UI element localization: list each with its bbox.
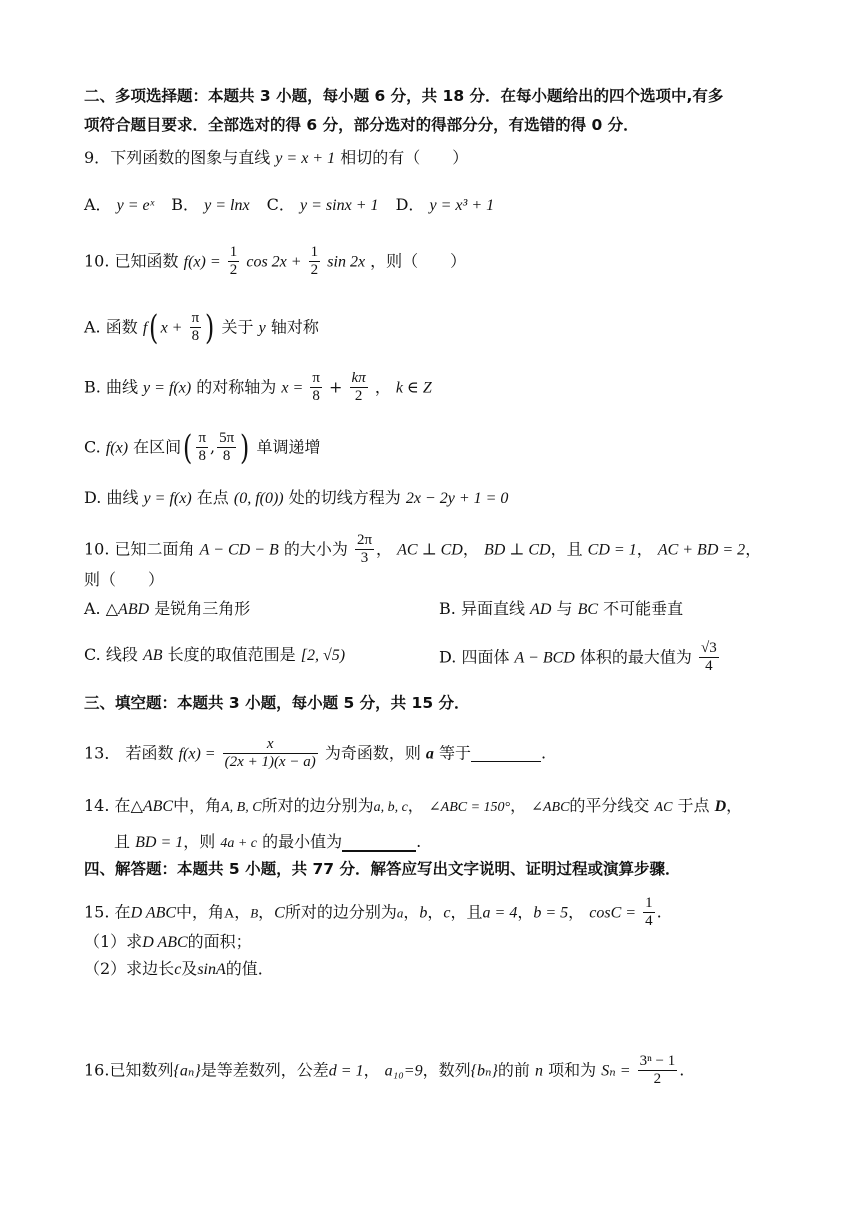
q10a-a-lparen: ( — [149, 307, 159, 348]
q15-b5: b = 5 — [533, 904, 569, 922]
q10a-d-text2: 在点 — [196, 488, 229, 507]
q9-line-eq: y = x + 1 — [275, 150, 336, 167]
q10a-sin: sin 2x — [327, 253, 366, 271]
q15-stem-d: ，且 — [450, 902, 483, 922]
q10a-cos: cos 2x + — [246, 253, 302, 271]
q16-stem-b: 是等差数列，公差 — [200, 1060, 329, 1080]
q10b-p4: AC + BD = 2 — [657, 541, 746, 559]
q15-part1 — [84, 934, 252, 951]
section3-heading: 三、填空题：本题共 3 小题，每小题 5 分，共 15 分． — [84, 694, 470, 712]
q15-tri: D ABC — [130, 904, 177, 922]
q10a-c-label: C. — [84, 437, 101, 457]
q10a-c-lparen: ( — [183, 427, 193, 468]
q10b-b-label: B. — [439, 599, 456, 618]
q10a-option-b — [84, 370, 432, 406]
q10b-value-frac: $\frac{2\pi}{3}$ — [356, 532, 373, 567]
q9-options — [84, 197, 494, 214]
q15-stem-c: 所对的边分别为 — [284, 902, 397, 922]
q10a-c-rparen: ) — [240, 427, 250, 468]
q10b-angle: A − CD − B — [199, 541, 279, 559]
q13-answer-blank[interactable] — [471, 745, 541, 762]
q15-cm3: ， — [403, 902, 420, 922]
q10a-stem-a: 已知函数 — [114, 251, 179, 271]
q10a-d-text3: 处的切线方程为 — [288, 488, 401, 507]
q13-number: 13． — [84, 743, 121, 763]
q16-end: . — [679, 1060, 685, 1080]
q15-A: A — [224, 906, 235, 922]
q16-bn: {bₙ} — [470, 1062, 498, 1080]
q16-n: n — [535, 1062, 543, 1080]
q9-opt-b: y = lnx — [204, 197, 250, 214]
q9-opt-d: y = x³ + 1 — [429, 197, 495, 214]
q14-line2-b: ，则 — [183, 832, 216, 851]
q10a-a-frac: $\frac{\pi}{8}$ — [191, 310, 200, 345]
q10a-stem-b: ，则（ ） — [370, 251, 467, 271]
q16-cm2: ，数列 — [422, 1060, 471, 1080]
q16-sn: Sₙ = — [601, 1062, 631, 1080]
q15-b: b — [419, 904, 428, 922]
section2-heading-line1: 二、多项选择题：本题共 3 小题，每小题 6 分，共 18 分．在每小题给出的四个选项中,有多 — [84, 87, 724, 105]
q14-end: . — [416, 832, 422, 851]
q10b-p1: AC ⊥ CD — [397, 541, 463, 559]
q16-number: 16. — [84, 1060, 110, 1080]
q15-cos: cosC = — [589, 904, 637, 922]
question-10b — [84, 532, 761, 568]
q15-p2-b: 及 — [181, 959, 198, 978]
question-9 — [84, 150, 468, 167]
q15-cm2: ， — [258, 902, 275, 922]
q13-stem-c: 等于 — [439, 743, 472, 763]
q9-opt-b-label: B． — [171, 195, 200, 214]
q10b-b-ad: AD — [530, 601, 552, 618]
q13-stem-b: 为奇函数，则 — [324, 743, 421, 763]
q10b-a-text: 是锐角三角形 — [154, 599, 251, 618]
q10b-c2: ， — [462, 539, 479, 559]
q10b-b-text3: 不可能垂直 — [603, 599, 684, 618]
q14-number: 14. — [84, 796, 110, 815]
q10a-b-label: B. — [84, 377, 101, 397]
q10a-a-x: x + — [160, 319, 183, 337]
q15-cos-frac: $\frac{1}{4}$ — [645, 895, 653, 930]
q10b-a-tri: △ABD — [105, 601, 150, 618]
q10b-b-bc: BC — [577, 601, 599, 618]
q10b-c4: ， — [636, 539, 653, 559]
q14-c2: ， — [510, 796, 527, 815]
q15-p2-c2: 的值． — [225, 959, 274, 978]
section2-heading-line2: 项符合题目要求．全部选对的得 6 分，部分选对的得部分分，有选错的得 0 分． — [84, 116, 639, 134]
q10b-line2: 则（ ） — [84, 570, 165, 589]
q15-number: 15. — [84, 902, 110, 922]
q10b-c-text1: 线段 — [105, 645, 138, 664]
q14-tri: △ABC — [130, 798, 174, 815]
q15-a4: a = 4 — [482, 904, 518, 922]
q15-p1: （1）求 — [84, 932, 143, 951]
q10a-option-c — [84, 427, 321, 468]
q15-p2: （2）求边长 — [84, 959, 175, 978]
q10a-b-frac1: $\frac{\pi}{8}$ — [312, 370, 320, 405]
q10b-d-frac: $\frac{√3}{4}$ — [701, 640, 717, 675]
q10b-c-label: C. — [84, 645, 101, 664]
q10a-c-fx: f(x) — [105, 439, 129, 457]
q10b-d-text1: 四面体 — [461, 647, 510, 667]
section4-heading: 四、解答题：本题共 5 小题，共 77 分．解答应写出文字说明、证明过程或演算步骤． — [84, 860, 681, 878]
q14-bd: BD = 1 — [135, 834, 184, 851]
q14-stem-c: 所对的边分别为 — [261, 796, 374, 815]
q10b-option-b — [439, 601, 683, 618]
q9-number: 9． — [84, 148, 111, 167]
q10a-a-label: A. — [84, 317, 101, 337]
q10a-a-text2: 关于 — [221, 317, 254, 337]
q10b-d-text2: 体积的最大值为 — [579, 647, 692, 667]
q15-p1-tri: D ABC — [142, 934, 188, 951]
q10a-b-x: x = — [281, 379, 304, 397]
q10b-c5: ， — [745, 539, 762, 559]
q15-part2 — [84, 961, 274, 978]
q15-cm6: ， — [568, 902, 585, 922]
q10a-c-text2: 单调递增 — [256, 437, 321, 457]
q10b-p2: BD ⊥ CD — [483, 541, 551, 559]
q10b-p3: CD = 1 — [587, 541, 637, 559]
q10a-a-text3: 轴对称 — [270, 317, 319, 337]
q16-a10: a₁₀=9 — [384, 1062, 423, 1080]
q10b-option-a — [84, 601, 250, 618]
q14-stem-b: 中，角 — [173, 796, 222, 815]
q13-end: . — [541, 743, 547, 763]
q10b-number: 10. — [84, 539, 110, 559]
q9-opt-a-label: A． — [84, 195, 112, 214]
q15-p1-b: 的面积； — [187, 932, 252, 951]
question-13 — [84, 736, 546, 772]
q10b-c1: ， — [376, 539, 393, 559]
q14-stem-d: 的平分线交 — [569, 796, 650, 815]
q15-end: . — [656, 902, 662, 922]
q10a-a-rparen: ) — [205, 307, 215, 348]
q15-c: c — [443, 904, 451, 922]
q14-line2-c: 的最小值为 — [262, 832, 343, 851]
q10b-c-text2: 长度的取值范围是 — [167, 645, 296, 664]
q10b-b-text1: 异面直线 — [460, 599, 525, 618]
q14-expr: 4a + c — [220, 836, 258, 851]
q10b-d-name: A − BCD — [514, 649, 575, 667]
q15-B: B — [250, 905, 259, 921]
q10b-c3: ，且 — [550, 539, 583, 559]
q9-opt-c-label: C． — [266, 195, 295, 214]
q10a-b-text1: 曲线 — [105, 377, 138, 397]
q10a-d-line: 2x − 2y + 1 = 0 — [405, 490, 509, 507]
q9-stem-b: 相切的有（ ） — [340, 148, 469, 167]
q10b-option-d — [439, 640, 721, 676]
q10a-func: f(x) = — [183, 253, 221, 271]
q15-a: a — [396, 905, 404, 921]
q16-stem-a: 已知数列 — [109, 1060, 174, 1080]
q10b-c-range: [2, √5) — [300, 647, 346, 664]
q10b-b-text2: 与 — [556, 599, 573, 618]
q14-sides: a, b, c — [373, 800, 408, 815]
q14-line2-a: 且 — [114, 832, 131, 851]
q13-frac: $\frac{x}{(2x + 1)(x - a)}$ — [224, 736, 316, 771]
q10a-d-label: D. — [84, 488, 102, 507]
q14-angles: A, B, C — [221, 800, 262, 815]
q10a-a-y: y — [258, 319, 266, 337]
q15-p2-sin: sinA — [197, 961, 226, 978]
q16-sn-frac: $\frac{\text{3ⁿ − 1}}{2}$ — [639, 1053, 676, 1088]
q15-stem-b: 中，角 — [176, 902, 225, 922]
q14-stem-a: 在 — [114, 796, 131, 815]
q10a-frac1: $\frac{1}{2}$ — [229, 244, 238, 279]
q10b-d-label: D. — [439, 647, 457, 667]
question-15 — [84, 895, 662, 931]
q15-C: C — [274, 904, 285, 922]
q14-answer-blank[interactable] — [342, 834, 416, 852]
q16-stem-c: 的前 — [497, 1060, 530, 1080]
question-16 — [84, 1053, 684, 1089]
q10a-c-text1: 在区间 — [133, 437, 182, 457]
q10b-stem-b: 的大小为 — [283, 539, 348, 559]
q14-ang2: ∠ABC — [531, 800, 570, 815]
q10a-d-pt: (0, f(0)) — [233, 490, 284, 507]
q14-d: D — [714, 798, 727, 815]
q10b-c-ab: AB — [142, 647, 163, 664]
q10a-b-plus: + — [329, 377, 343, 397]
q14-ang: ∠ABC = 150° — [428, 800, 511, 815]
q10a-d-text1: 曲线 — [106, 488, 139, 507]
q14-line2 — [114, 834, 421, 852]
q14-stem-f: ， — [726, 796, 743, 815]
q15-stem-a: 在 — [114, 902, 131, 922]
q10a-a-text1: 函数 — [105, 317, 138, 337]
q10a-option-d — [84, 490, 508, 507]
q9-stem-a: 下列函数的图象与直线 — [110, 148, 271, 167]
q10a-c-frac2: $\frac{5\pi}{8}$ — [219, 430, 235, 465]
q10a-b-frac2: $\frac{k\pi}{2}$ — [351, 370, 366, 405]
q15-p2-c: c — [174, 961, 182, 978]
q16-an: {aₙ} — [173, 1062, 201, 1080]
q9-opt-a: y = eˣ — [116, 197, 155, 214]
q9-opt-d-label: D． — [395, 195, 425, 214]
q16-stem-d: 项和为 — [548, 1060, 597, 1080]
question-14 — [84, 798, 742, 815]
q10a-c-frac1: $\frac{\pi}{8}$ — [198, 430, 207, 465]
q14-ac: AC — [654, 800, 673, 815]
q10a-d-eq: y = f(x) — [143, 490, 192, 507]
q13-func: f(x) = — [178, 745, 216, 763]
q13-stem-a: 若函数 — [125, 743, 174, 763]
question-10a — [84, 244, 466, 280]
q10a-option-a — [84, 307, 319, 348]
q16-cm1: ， — [363, 1060, 380, 1080]
q15-cm5: ， — [517, 902, 534, 922]
q10a-b-eq: y = f(x) — [143, 379, 192, 397]
q10a-number: 10. — [84, 251, 110, 271]
q13-var: a — [425, 745, 434, 763]
q10a-a-f: f — [142, 319, 148, 337]
q10b-option-c — [84, 647, 345, 664]
q10a-c-comma: , — [210, 437, 216, 457]
q10b-a-label: A. — [84, 599, 101, 618]
q10a-frac2: $\frac{1}{2}$ — [310, 244, 319, 279]
q15-cm4: ， — [427, 902, 444, 922]
q14-c1: ， — [407, 796, 424, 815]
q10a-b-tail: ， — [374, 377, 391, 397]
q9-opt-c: y = sinx + 1 — [300, 197, 379, 214]
q10b-stem-a: 已知二面角 — [114, 539, 195, 559]
q10a-b-text2: 的对称轴为 — [196, 377, 277, 397]
q10a-b-k: k ∈ Z — [395, 379, 432, 397]
q16-d: d = 1 — [328, 1062, 364, 1080]
q15-cm1: ， — [234, 902, 251, 922]
q14-stem-e: 于点 — [677, 796, 710, 815]
